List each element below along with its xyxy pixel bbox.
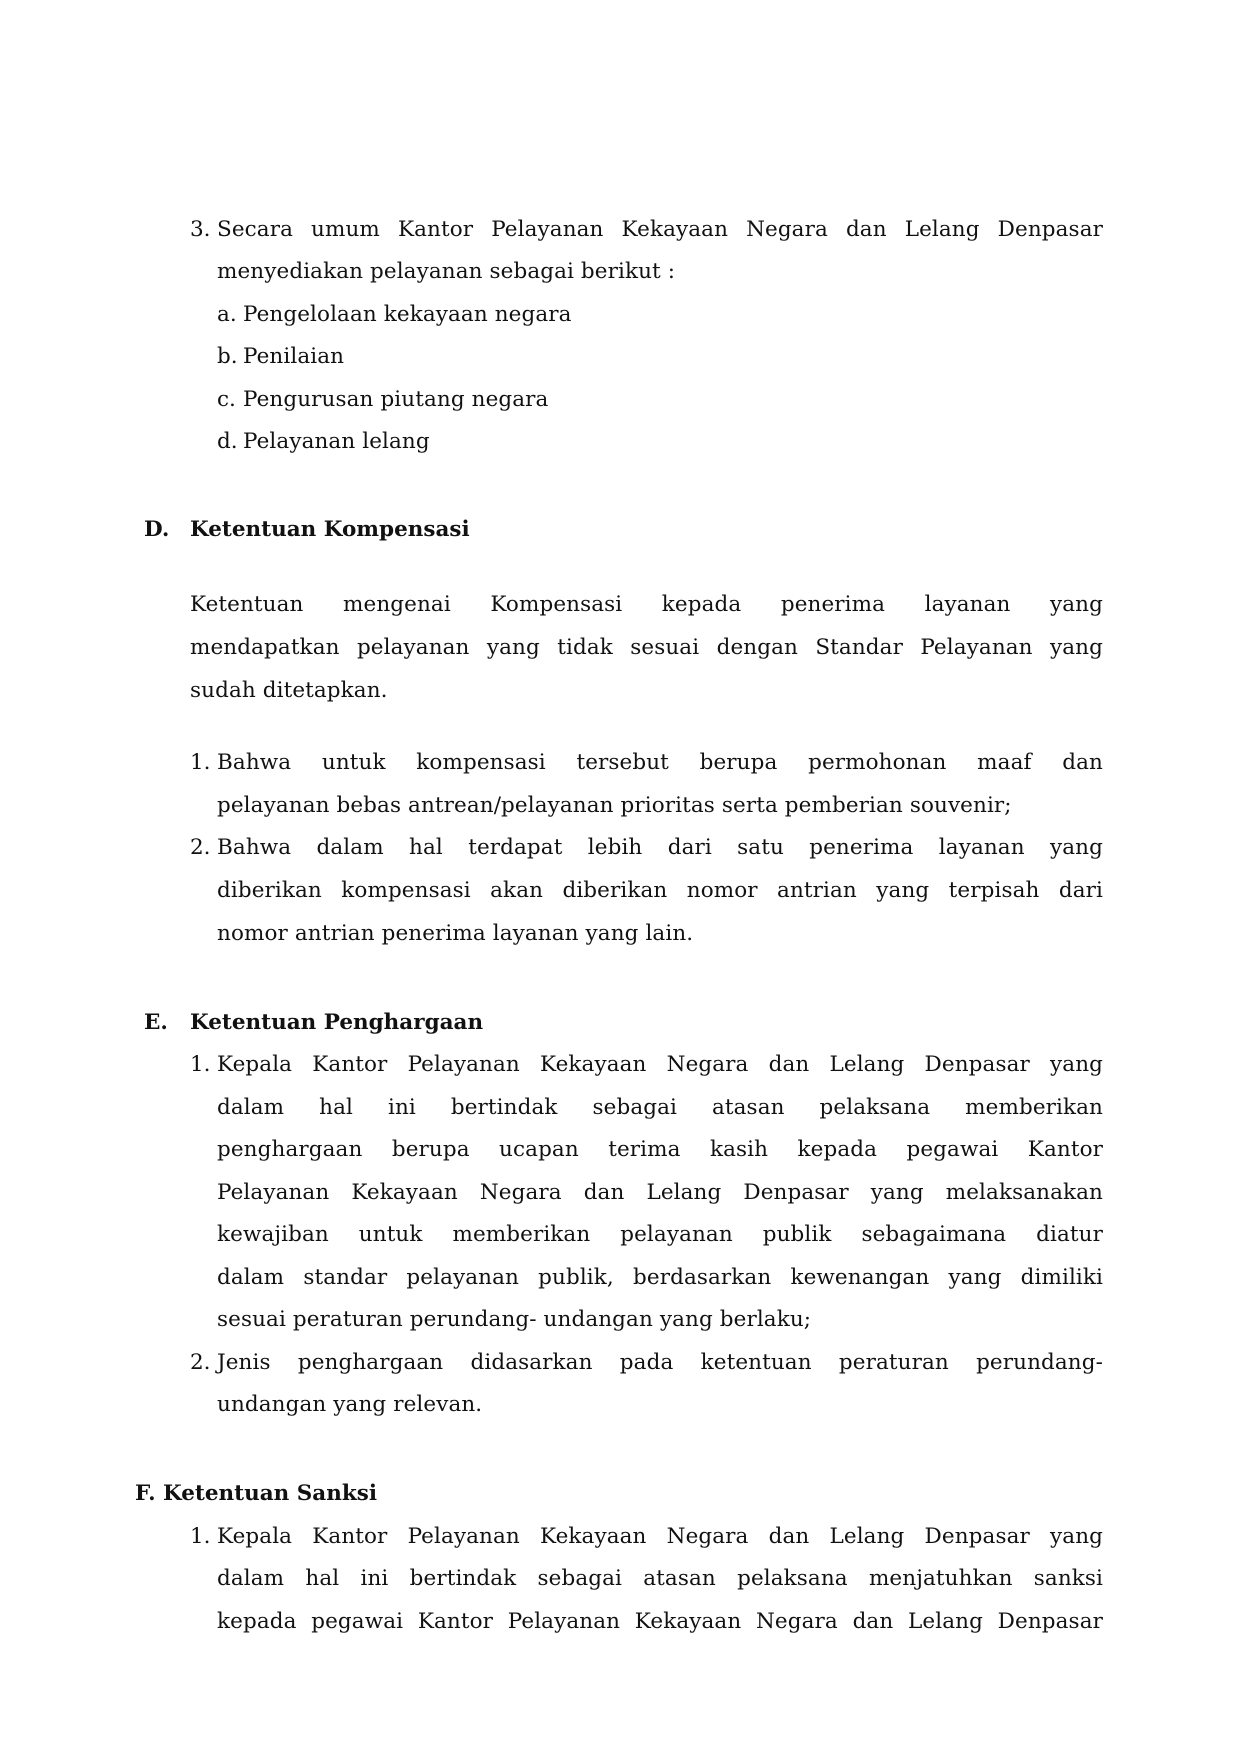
sub-list-marker: d. [217,429,238,454]
list-item-line: dalam hal ini bertindak sebagai atasan pelaksana menjatuhkan sanksi [217,1566,1103,1591]
section-heading-e [144,1009,483,1037]
paragraph-line: sudah ditetapkan. [190,678,388,703]
list-item-line: Secara umum Kantor Pelayanan Kekayaan Negara dan Lelang Denpasar [217,217,1103,242]
sub-list-marker: b. [217,344,238,369]
list-number: 3. [190,217,211,242]
list-item-line: pelayanan bebas antrean/pelayanan prioritas serta pemberian souvenir; [217,793,1012,818]
list-item-line: dalam standar pelayanan publik, berdasarkan kewenangan yang dimiliki [217,1265,1103,1290]
section-letter: D. [144,517,170,542]
list-item-line: Kepala Kantor Pelayanan Kekayaan Negara dan Lelang Denpasar yang [217,1524,1103,1549]
list-item-line: penghargaan berupa ucapan terima kasih kepada pegawai Kantor [217,1137,1103,1162]
sub-list-item: Pengurusan piutang negara [243,387,549,412]
list-number: 2. [190,1350,211,1375]
list-item-line: diberikan kompensasi akan diberikan nomor antrian yang terpisah dari [217,878,1103,903]
list-item-line: Kepala Kantor Pelayanan Kekayaan Negara dan Lelang Denpasar yang [217,1052,1103,1077]
list-item-line: sesuai peraturan perundang- undangan yang berlaku; [217,1307,812,1332]
list-item-line: nomor antrian penerima layanan yang lain. [217,921,694,946]
list-item-line: Bahwa untuk kompensasi tersebut berupa permohonan maaf dan [217,750,1103,775]
list-item-line: kepada pegawai Kantor Pelayanan Kekayaan Negara dan Lelang Denpasar [217,1609,1103,1634]
sub-list-marker: a. [217,302,237,327]
list-item-line: Pelayanan Kekayaan Negara dan Lelang Denpasar yang melaksanakan [217,1180,1103,1205]
list-item-line: dalam hal ini bertindak sebagai atasan pelaksana memberikan [217,1095,1103,1120]
list-number: 1. [190,750,211,775]
list-item-line: undangan yang relevan. [217,1392,483,1417]
list-item-line: Jenis penghargaan didasarkan pada ketentuan peraturan perundang- [217,1350,1103,1375]
section-heading-f [135,1480,377,1508]
sub-list-item: Pelayanan lelang [243,429,430,454]
section-title: Ketentuan Kompensasi [190,517,470,542]
list-item-line: menyediakan pelayanan sebagai berikut : [217,259,676,284]
section-letter: F. [135,1481,156,1506]
list-number: 1. [190,1052,211,1077]
paragraph-line: Ketentuan mengenai Kompensasi kepada penerima layanan yang [190,592,1103,617]
section-heading-d [144,516,470,544]
list-number: 1. [190,1524,211,1549]
sub-list-item: Penilaian [243,344,345,369]
section-letter: E. [144,1010,168,1035]
sub-list-item: Pengelolaan kekayaan negara [243,302,572,327]
list-item-line: kewajiban untuk memberikan pelayanan publik sebagaimana diatur [217,1222,1103,1247]
section-title: Ketentuan Sanksi [163,1481,378,1506]
list-item-line: Bahwa dalam hal terdapat lebih dari satu penerima layanan yang [217,835,1103,860]
paragraph-line: mendapatkan pelayanan yang tidak sesuai dengan Standar Pelayanan yang [190,635,1103,660]
list-number: 2. [190,835,211,860]
sub-list-marker: c. [217,387,236,412]
section-title: Ketentuan Penghargaan [190,1010,484,1035]
